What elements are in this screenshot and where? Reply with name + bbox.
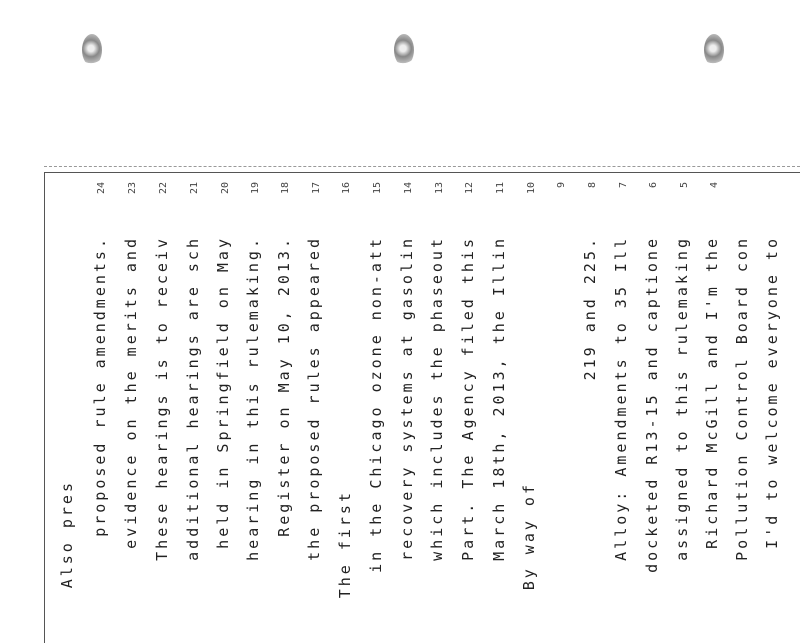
line-number: 20 (220, 182, 231, 195)
line-number: 11 (495, 182, 506, 195)
transcript-line: These hearings is to receiv (153, 236, 171, 561)
line-number: 12 (464, 182, 475, 195)
transcript-line: Alloy: Amendments to 35 Ill (612, 236, 630, 561)
transcript-line: Part. The Agency filed this (459, 236, 477, 561)
transcript-line: By way of (520, 482, 538, 591)
punch-hole (704, 34, 724, 66)
transcript-line: additional hearings are sch (184, 236, 202, 561)
punch-hole (82, 34, 102, 66)
line-number: 22 (158, 182, 169, 195)
line-number: 21 (189, 182, 200, 195)
punch-hole (394, 34, 414, 66)
page-edge-dashed (44, 166, 800, 167)
line-number: 6 (648, 182, 659, 189)
transcript-line: held in Springfield on May (214, 236, 232, 549)
transcript-line: docketed R13-15 and captione (643, 236, 661, 573)
line-number: 13 (434, 182, 445, 195)
transcript-line: which includes the phaseout (428, 236, 446, 561)
line-number: 7 (618, 182, 629, 189)
line-number: 8 (587, 182, 598, 189)
transcript-line: recovery systems at gasolin (398, 236, 416, 561)
line-number: 14 (403, 182, 414, 195)
transcript-line: proposed rule amendments. (91, 236, 109, 537)
transcript-line: Richard McGill and I'm the (703, 236, 721, 549)
line-number: 19 (250, 182, 261, 195)
line-number: 23 (127, 182, 138, 195)
line-number: 17 (311, 182, 322, 195)
line-number: 5 (679, 182, 690, 189)
transcript-line: Pollution Control Board con (733, 236, 751, 561)
transcript-line: Register on May 10, 2013. (275, 236, 293, 537)
transcript-line: 219 and 225. (581, 236, 599, 381)
transcript-line: hearing in this rulemaking. (244, 236, 262, 561)
transcript-line: Also pres (58, 480, 76, 589)
transcript-line: assigned to this rulemaking (673, 236, 691, 561)
line-number: 18 (280, 182, 291, 195)
transcript-line: The first (336, 490, 354, 599)
line-number: 15 (372, 182, 383, 195)
transcript-line: the proposed rules appeared (305, 236, 323, 561)
transcript-line: in the Chicago ozone non-att (367, 236, 385, 573)
line-number: 24 (96, 182, 107, 195)
line-number: 16 (341, 182, 352, 195)
transcript-line: evidence on the merits and (122, 236, 140, 549)
transcript-line: March 18th, 2013, the Illin (490, 236, 508, 561)
line-number: 10 (526, 182, 537, 195)
transcript-line: I'd to welcome everyone to (763, 236, 781, 549)
line-number: 4 (709, 182, 720, 189)
line-number: 9 (556, 182, 567, 189)
